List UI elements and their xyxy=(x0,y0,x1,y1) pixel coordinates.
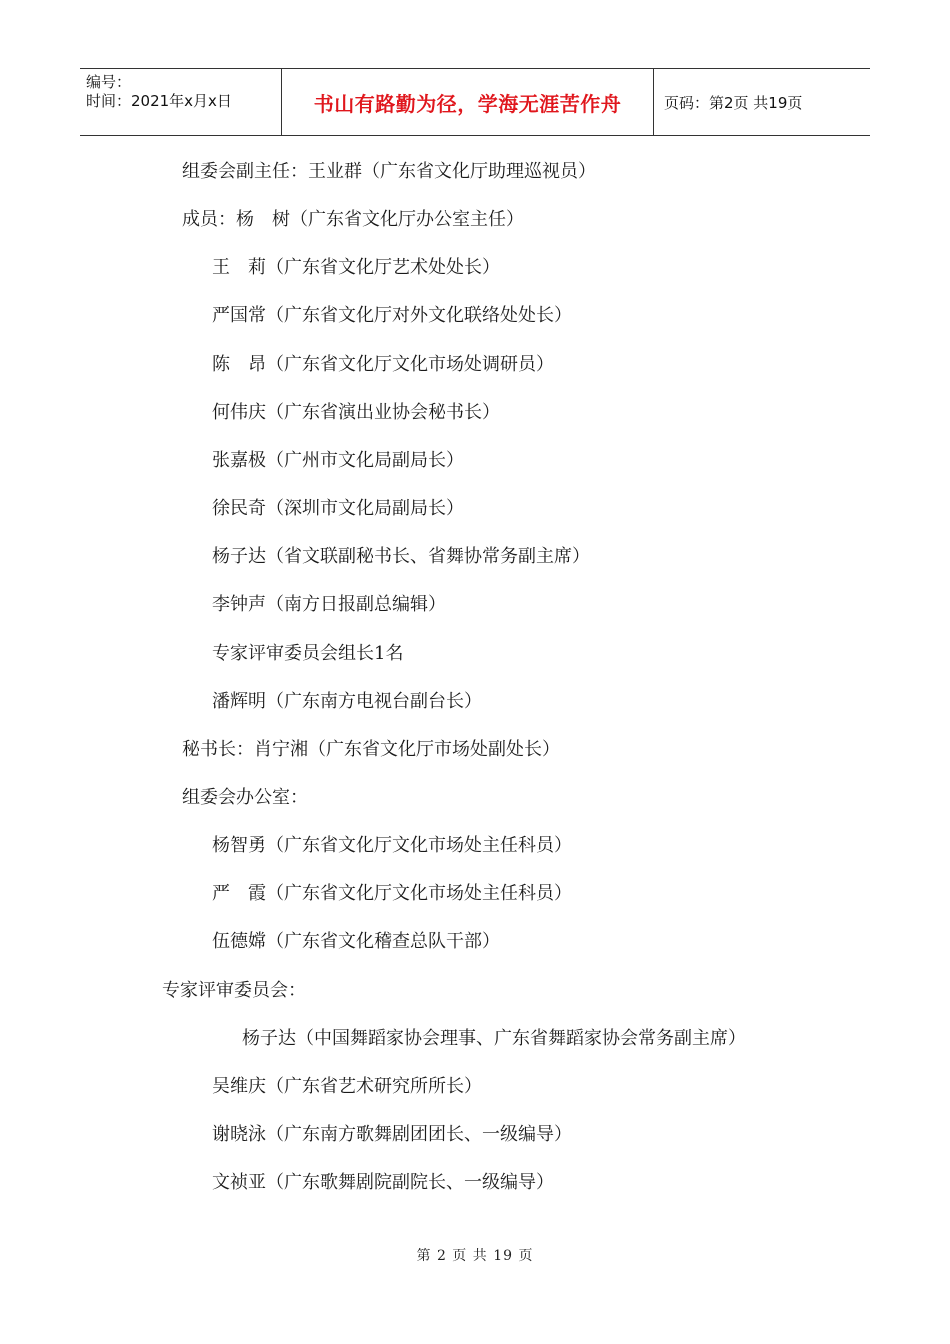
text-line: 伍德嫦（广东省文化稽查总队干部） xyxy=(212,931,500,952)
text-line: 王 莉（广东省文化厅艺术处处长） xyxy=(212,257,500,278)
text-line: 杨智勇（广东省文化厅文化市场处主任科员） xyxy=(212,835,572,856)
document-date: 时间：2021年x月x日 xyxy=(86,92,232,110)
text-line: 李钟声（南方日报副总编辑） xyxy=(212,594,446,615)
page-footer: 第 2 页 共 19 页 xyxy=(416,1248,534,1264)
header-motto: 书山有路勤为径，学海无涯苦作舟 xyxy=(282,69,654,135)
header-meta xyxy=(80,69,282,135)
text-line: 杨子达（省文联副秘书长、省舞协常务副主席） xyxy=(212,546,590,567)
text-line: 吴维庆（广东省艺术研究所所长） xyxy=(212,1076,482,1097)
text-line: 张嘉极（广州市文化局副局长） xyxy=(212,450,464,471)
text-line: 专家评审委员会： xyxy=(162,980,306,1001)
text-line: 陈 昂（广东省文化厅文化市场处调研员） xyxy=(212,354,554,375)
text-line: 潘辉明（广东南方电视台副台长） xyxy=(212,691,482,712)
text-line: 严 霞（广东省文化厅文化市场处主任科员） xyxy=(212,883,572,904)
text-line: 组委会副主任：王业群（广东省文化厅助理巡视员） xyxy=(182,161,596,182)
text-line: 严国常（广东省文化厅对外文化联络处处长） xyxy=(212,305,572,326)
page-header xyxy=(80,68,870,136)
text-line: 专家评审委员会组长1名 xyxy=(212,643,404,664)
text-line: 何伟庆（广东省演出业协会秘书长） xyxy=(212,402,500,423)
text-line: 文祯亚（广东歌舞剧院副院长、一级编导） xyxy=(212,1172,554,1193)
text-line: 组委会办公室： xyxy=(182,787,308,808)
text-line: 杨子达（中国舞蹈家协会理事、广东省舞蹈家协会常务副主席） xyxy=(242,1028,746,1049)
text-line: 成员：杨 树（广东省文化厅办公室主任） xyxy=(182,209,524,230)
text-line: 徐民奇（深圳市文化局副局长） xyxy=(212,498,464,519)
text-line: 秘书长：肖宁湘（广东省文化厅市场处副处长） xyxy=(182,739,560,760)
header-page-info: 页码：第2页 共19页 xyxy=(664,93,803,112)
text-line: 谢晓泳（广东南方歌舞剧团团长、一级编导） xyxy=(212,1124,572,1145)
document-number: 编号： xyxy=(86,73,132,91)
